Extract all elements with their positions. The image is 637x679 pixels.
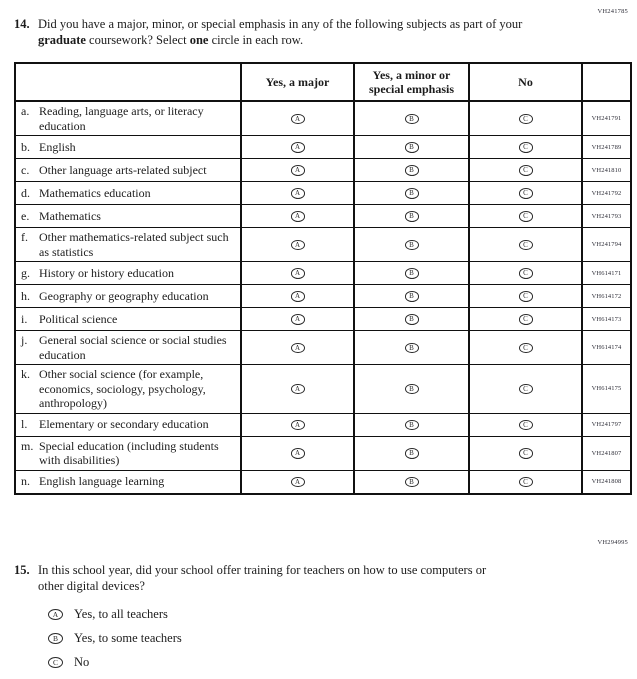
row-letter: c.: [21, 162, 30, 177]
subject-cell: [15, 308, 241, 331]
bubble-cell-major[interactable]: [241, 365, 354, 414]
row-letter: m.: [21, 438, 34, 453]
bubble-a-icon[interactable]: A: [291, 188, 305, 199]
bubble-a-icon[interactable]: A: [291, 268, 305, 279]
bubble-a-icon[interactable]: A: [291, 211, 305, 222]
bubble-c-icon[interactable]: C: [519, 314, 533, 325]
bubble-cell-minor[interactable]: [354, 159, 469, 182]
bubble-a-icon[interactable]: A: [291, 114, 305, 125]
subject-cell: [15, 101, 241, 136]
bubble-b-icon[interactable]: B: [405, 314, 419, 325]
subject-cell: [15, 436, 241, 470]
bubble-cell-major[interactable]: [241, 205, 354, 228]
subject-cell: [15, 413, 241, 436]
subject-cell: [15, 159, 241, 182]
answer-label: Yes, to all teachers: [74, 607, 168, 621]
subject-cell: [15, 331, 241, 365]
question-15-number: 15.: [14, 563, 30, 577]
question-14-number: 14.: [14, 17, 30, 31]
bubble-b-icon[interactable]: B: [405, 114, 419, 125]
subject-cell: [15, 365, 241, 414]
answer-label: Yes, to some teachers: [74, 631, 182, 645]
answer-bubble-icon[interactable]: B: [48, 633, 63, 644]
bubble-a-icon[interactable]: A: [291, 291, 305, 302]
bubble-cell-no[interactable]: [469, 182, 582, 205]
bubble-b-icon[interactable]: B: [405, 142, 419, 153]
row-code: VH614175: [582, 365, 631, 414]
table-row: [15, 101, 631, 136]
row-code: VH241797: [582, 413, 631, 436]
bubble-cell-major[interactable]: [241, 182, 354, 205]
bubble-b-icon[interactable]: B: [405, 448, 419, 459]
row-code: VH241789: [582, 136, 631, 159]
bubble-b-icon[interactable]: B: [405, 420, 419, 431]
bubble-cell-no[interactable]: [469, 101, 582, 136]
table-row: [15, 136, 631, 159]
table-header-row: [15, 63, 631, 101]
answer-label: No: [74, 655, 90, 669]
page-code-top: VH241785: [597, 8, 628, 15]
table-row: [15, 182, 631, 205]
bubble-b-icon[interactable]: B: [405, 291, 419, 302]
bubble-cell-minor[interactable]: [354, 365, 469, 414]
row-letter: f.: [21, 230, 28, 244]
table-row: [15, 285, 631, 308]
bubble-cell-major[interactable]: [241, 136, 354, 159]
bubble-cell-minor[interactable]: [354, 285, 469, 308]
bubble-a-icon[interactable]: A: [291, 343, 305, 354]
bubble-cell-major[interactable]: [241, 331, 354, 365]
bubble-cell-minor[interactable]: [354, 205, 469, 228]
bubble-b-icon[interactable]: B: [405, 477, 419, 488]
row-code: VH241791: [582, 101, 631, 136]
subject-cell: [15, 136, 241, 159]
bubble-c-icon[interactable]: C: [519, 291, 533, 302]
row-letter: n.: [21, 474, 30, 489]
subject-cell: [15, 228, 241, 262]
bubble-b-icon[interactable]: B: [405, 268, 419, 279]
bubble-c-icon[interactable]: C: [519, 211, 533, 222]
row-code: VH614173: [582, 308, 631, 331]
row-code: VH241793: [582, 205, 631, 228]
bubble-b-icon[interactable]: B: [405, 343, 419, 354]
bubble-cell-minor[interactable]: [354, 308, 469, 331]
bubble-a-icon[interactable]: A: [291, 142, 305, 153]
bubble-c-icon[interactable]: C: [519, 240, 533, 251]
bubble-c-icon[interactable]: C: [519, 477, 533, 488]
q15-options: [48, 607, 534, 669]
row-code: VH241792: [582, 182, 631, 205]
bubble-a-icon[interactable]: A: [291, 477, 305, 488]
row-label: Reading, language arts, or literacy education: [39, 104, 204, 133]
answer-bubble-icon[interactable]: C: [48, 657, 63, 668]
bubble-cell-major[interactable]: [241, 159, 354, 182]
row-letter: a.: [21, 104, 30, 118]
question-14-text: Did you have a major, minor, or special emphasis in any of the following subjects as part of your graduate coursework? Select one circle in each row.: [38, 17, 523, 47]
row-code: VH241810: [582, 159, 631, 182]
answer-option[interactable]: [48, 631, 534, 645]
row-label: Geography or geography education: [39, 288, 209, 303]
bubble-cell-major[interactable]: [241, 228, 354, 262]
answer-bubble-icon[interactable]: A: [48, 609, 63, 620]
bubble-cell-no[interactable]: [469, 262, 582, 285]
bubble-cell-no[interactable]: [469, 228, 582, 262]
bubble-b-icon[interactable]: B: [405, 384, 419, 395]
table-row: [15, 262, 631, 285]
bubble-cell-no[interactable]: [469, 136, 582, 159]
subject-cell: [15, 262, 241, 285]
bubble-c-icon[interactable]: C: [519, 165, 533, 176]
q14-table-body: [15, 101, 631, 494]
bubble-cell-major[interactable]: [241, 413, 354, 436]
question-14: [14, 16, 589, 48]
bubble-b-icon[interactable]: B: [405, 211, 419, 222]
bubble-cell-major[interactable]: [241, 101, 354, 136]
bubble-cell-minor[interactable]: [354, 331, 469, 365]
bubble-b-icon[interactable]: B: [405, 188, 419, 199]
row-code: VH241794: [582, 228, 631, 262]
code-header-cell: [582, 63, 631, 101]
bubble-a-icon[interactable]: A: [291, 240, 305, 251]
row-label: English: [39, 139, 76, 154]
row-label: Other language arts-related subject: [39, 162, 207, 177]
col-header-yes-major: Yes, a major: [241, 63, 354, 101]
bubble-cell-major[interactable]: [241, 436, 354, 470]
bubble-c-icon[interactable]: C: [519, 343, 533, 354]
row-label: History or history education: [39, 265, 174, 280]
row-label: Mathematics: [39, 208, 101, 223]
row-label: Mathematics education: [39, 185, 151, 200]
row-code: VH614171: [582, 262, 631, 285]
answer-option[interactable]: [48, 607, 534, 621]
bubble-a-icon[interactable]: A: [291, 165, 305, 176]
page-code-bottom: VH294995: [597, 539, 628, 546]
col-header-yes-minor: Yes, a minor or special emphasis: [354, 63, 469, 101]
row-code: VH241808: [582, 470, 631, 494]
row-label: Other social science (for example, economics, sociology, psychology, anthropology): [39, 367, 206, 410]
row-letter: h.: [21, 288, 30, 303]
table-row: [15, 159, 631, 182]
bubble-cell-major[interactable]: [241, 262, 354, 285]
bubble-c-icon[interactable]: C: [519, 268, 533, 279]
row-label: English language learning: [39, 474, 165, 489]
bubble-cell-minor[interactable]: [354, 182, 469, 205]
row-label: Special education (including students with disabilities): [39, 438, 219, 467]
table-row: [15, 228, 631, 262]
row-letter: j.: [21, 333, 28, 347]
subject-header-cell: [15, 63, 241, 101]
table-row: [15, 331, 631, 365]
subject-cell: [15, 182, 241, 205]
bubble-c-icon[interactable]: C: [519, 188, 533, 199]
row-code: VH614172: [582, 285, 631, 308]
row-label: Other mathematics-related subject such as statistics: [39, 230, 229, 259]
bubble-cell-no[interactable]: [469, 470, 582, 494]
bubble-c-icon[interactable]: C: [519, 420, 533, 431]
bubble-a-icon[interactable]: A: [291, 420, 305, 431]
row-letter: g.: [21, 265, 30, 280]
bubble-b-icon[interactable]: B: [405, 165, 419, 176]
bubble-cell-minor[interactable]: [354, 262, 469, 285]
bubble-cell-no[interactable]: [469, 285, 582, 308]
bubble-a-icon[interactable]: A: [291, 448, 305, 459]
bubble-cell-major[interactable]: [241, 285, 354, 308]
row-letter: b.: [21, 139, 30, 154]
bubble-cell-no[interactable]: [469, 413, 582, 436]
table-row: [15, 308, 631, 331]
bubble-a-icon[interactable]: A: [291, 314, 305, 325]
q14-response-table: [14, 62, 632, 495]
table-row: [15, 470, 631, 494]
question-15: [14, 562, 534, 679]
subject-cell: [15, 285, 241, 308]
table-row: [15, 205, 631, 228]
bubble-cell-minor[interactable]: [354, 136, 469, 159]
row-label: Elementary or secondary education: [39, 417, 209, 432]
bubble-cell-no[interactable]: [469, 159, 582, 182]
bubble-cell-minor[interactable]: [354, 470, 469, 494]
subject-cell: [15, 470, 241, 494]
subject-cell: [15, 205, 241, 228]
row-code: VH614174: [582, 331, 631, 365]
bubble-cell-major[interactable]: [241, 470, 354, 494]
bubble-cell-no[interactable]: [469, 436, 582, 470]
row-label: General social science or social studies education: [39, 333, 227, 362]
row-letter: l.: [21, 417, 28, 432]
bubble-c-icon[interactable]: C: [519, 384, 533, 395]
bubble-cell-minor[interactable]: [354, 228, 469, 262]
bubble-cell-major[interactable]: [241, 308, 354, 331]
bubble-cell-no[interactable]: [469, 308, 582, 331]
bubble-cell-no[interactable]: [469, 205, 582, 228]
bubble-c-icon[interactable]: C: [519, 142, 533, 153]
row-letter: i.: [21, 311, 28, 326]
question-15-text: In this school year, did your school offer training for teachers on how to use computers or other digital devices?: [38, 563, 487, 593]
table-row: [15, 436, 631, 470]
row-code: VH241807: [582, 436, 631, 470]
bubble-cell-no[interactable]: [469, 365, 582, 414]
bubble-cell-minor[interactable]: [354, 436, 469, 470]
table-row: [15, 413, 631, 436]
col-header-no: No: [469, 63, 582, 101]
row-letter: e.: [21, 208, 30, 223]
bubble-cell-minor[interactable]: [354, 101, 469, 136]
bubble-c-icon[interactable]: C: [519, 448, 533, 459]
row-letter: k.: [21, 367, 30, 381]
bubble-c-icon[interactable]: C: [519, 114, 533, 125]
bubble-cell-no[interactable]: [469, 331, 582, 365]
bubble-b-icon[interactable]: B: [405, 240, 419, 251]
row-label: Political science: [39, 311, 118, 326]
bubble-cell-minor[interactable]: [354, 413, 469, 436]
bubble-a-icon[interactable]: A: [291, 384, 305, 395]
table-row: [15, 365, 631, 414]
row-letter: d.: [21, 185, 30, 200]
